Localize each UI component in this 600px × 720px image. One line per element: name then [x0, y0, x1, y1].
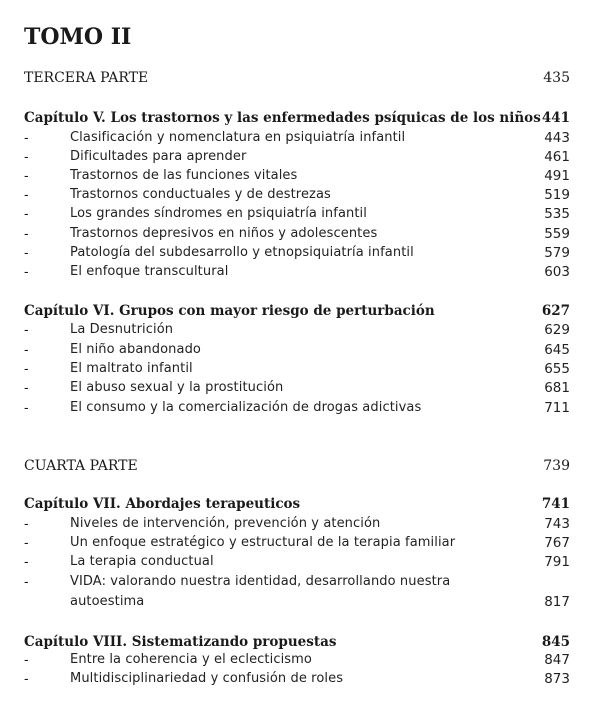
page-number: 817: [544, 594, 570, 610]
page-number: 845: [541, 634, 570, 650]
toc-entry: [24, 650, 570, 670]
bullet-dash: -: [24, 574, 29, 590]
toc-entry: [24, 340, 570, 360]
toc-entry: [24, 147, 570, 167]
entry-label: Entre la coherencia y el eclecticismo: [70, 652, 312, 667]
entry-label: El enfoque transcultural: [70, 264, 229, 279]
bullet-dash: -: [24, 322, 29, 338]
part-heading: [24, 68, 570, 88]
chapter-label: Capítulo V. Los trastornos y las enfermedades psíquicas de los niños: [24, 110, 541, 126]
toc-entry: [24, 572, 570, 612]
toc-entry: [24, 533, 570, 553]
bullet-dash: -: [24, 342, 29, 358]
bullet-dash: -: [24, 554, 29, 570]
bullet-dash: -: [24, 264, 29, 280]
page-number: 443: [544, 130, 570, 146]
toc-entry: [24, 514, 570, 534]
page-number: 435: [543, 70, 570, 86]
entry-label: Clasificación y nomenclatura en psiquiatría infantil: [70, 130, 406, 145]
bullet-dash: -: [24, 149, 29, 165]
page-number: 491: [544, 168, 570, 184]
bullet-dash: -: [24, 245, 29, 261]
page-number: 681: [544, 380, 570, 396]
bullet-dash: -: [24, 671, 29, 687]
chapter-heading: [24, 632, 570, 652]
page-number: 535: [544, 206, 570, 222]
page-number: 791: [544, 554, 570, 570]
toc-entry: [24, 378, 570, 398]
entry-label: Los grandes síndromes en psiquiatría infantil: [70, 206, 367, 221]
entry-label: La Desnutrición: [70, 322, 174, 337]
toc-entry: [24, 262, 570, 282]
chapter-label: Capítulo VIII. Sistematizando propuestas: [24, 634, 337, 650]
page-number: 579: [544, 245, 570, 261]
page-number: 655: [544, 361, 570, 377]
entry-label: Trastornos depresivos en niños y adolescentes: [70, 226, 378, 241]
chapter-heading: [24, 494, 570, 514]
bullet-dash: -: [24, 168, 29, 184]
page-number: 741: [541, 496, 570, 512]
toc-entry: [24, 320, 570, 340]
chapter-heading: [24, 108, 570, 128]
toc-entry: [24, 224, 570, 244]
toc-entry: [24, 552, 570, 572]
entry-label: Un enfoque estratégico y estructural de la terapia familiar: [70, 535, 456, 550]
toc-entry: [24, 243, 570, 263]
entry-label: Trastornos conductuales y de destrezas: [70, 187, 331, 202]
entry-label: Trastornos de las funciones vitales: [70, 168, 298, 183]
page-number: 743: [544, 516, 570, 532]
page-number: 767: [544, 535, 570, 551]
entry-label: El niño abandonado: [70, 342, 201, 357]
toc-entry: [24, 185, 570, 205]
page-number: 711: [544, 400, 570, 416]
page-number: 847: [544, 652, 570, 668]
page-number: 559: [544, 226, 570, 242]
page-number: 519: [544, 187, 570, 203]
part-label: TERCERA PARTE: [24, 70, 149, 86]
toc-entry: [24, 398, 570, 418]
chapter-heading: [24, 301, 570, 321]
page-number: 603: [544, 264, 570, 280]
bullet-dash: -: [24, 380, 29, 396]
toc-entry: [24, 166, 570, 186]
bullet-dash: -: [24, 652, 29, 668]
part-heading: [24, 456, 570, 476]
page-number: 627: [541, 303, 570, 319]
entry-label: Patología del subdesarrollo y etnopsiquiatría infantil: [70, 245, 414, 260]
bullet-dash: -: [24, 361, 29, 377]
page-number: 873: [544, 671, 570, 687]
entry-label: Niveles de intervención, prevención y atención: [70, 516, 381, 531]
entry-label: El consumo y la comercialización de drogas adictivas: [70, 400, 422, 415]
entry-label: El abuso sexual y la prostitución: [70, 380, 284, 395]
page-number: 739: [543, 458, 570, 474]
chapter-label: Capítulo VII. Abordajes terapeuticos: [24, 496, 301, 512]
entry-label: La terapia conductual: [70, 554, 214, 569]
bullet-dash: -: [24, 226, 29, 242]
toc-entry: [24, 128, 570, 148]
bullet-dash: -: [24, 516, 29, 532]
entry-label: El maltrato infantil: [70, 361, 193, 376]
bullet-dash: -: [24, 535, 29, 551]
toc-entry: [24, 204, 570, 224]
page-number: 645: [544, 342, 570, 358]
bullet-dash: -: [24, 130, 29, 146]
toc-entry: [24, 669, 570, 689]
chapter-label: Capítulo VI. Grupos con mayor riesgo de perturbación: [24, 303, 435, 319]
page-number: 629: [544, 322, 570, 338]
volume-title: TOMO II: [24, 24, 132, 50]
bullet-dash: -: [24, 400, 29, 416]
bullet-dash: -: [24, 206, 29, 222]
entry-label: Multidisciplinariedad y confusión de roles: [70, 671, 344, 686]
entry-label: Dificultades para aprender: [70, 149, 247, 164]
page-number: 461: [544, 149, 570, 165]
entry-label: VIDA: valorando nuestra identidad, desarrollando nuestra autoestima: [70, 574, 451, 609]
page-number: 441: [541, 110, 570, 126]
toc-entry: [24, 359, 570, 379]
part-label: CUARTA PARTE: [24, 458, 138, 474]
bullet-dash: -: [24, 187, 29, 203]
